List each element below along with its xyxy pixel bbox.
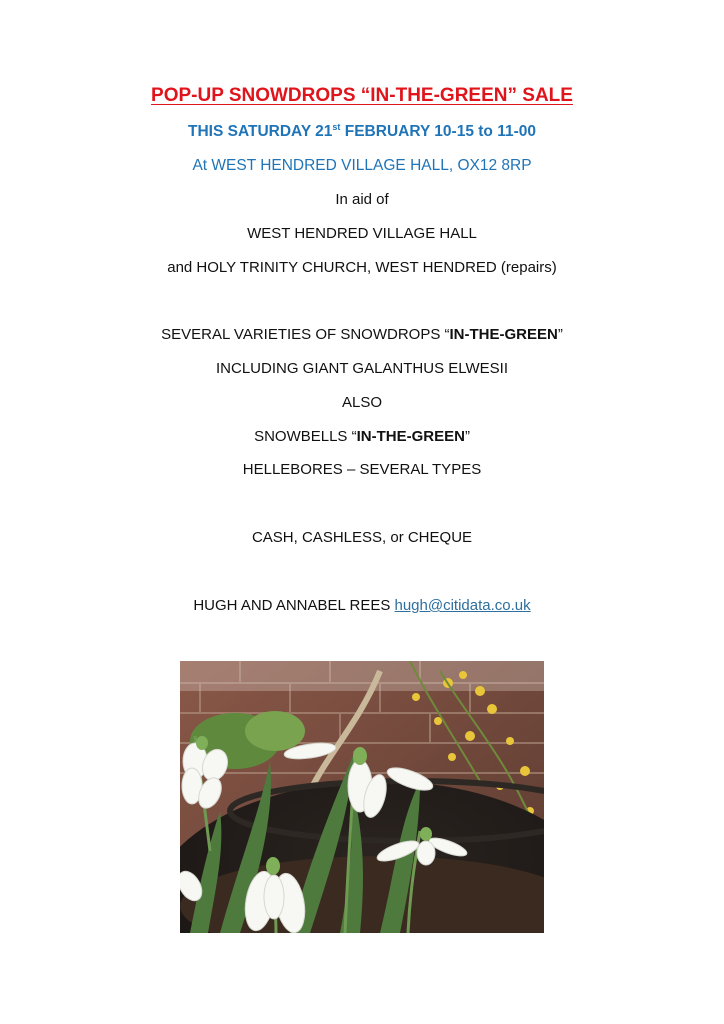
snowdrops-photo [180,661,544,933]
sale-venue: At WEST HENDRED VILLAGE HALL, OX12 8RP [192,157,532,174]
aid-intro: In aid of [335,191,389,208]
payment-methods: CASH, CASHLESS, or CHEQUE [251,529,473,546]
snowbells-post: ” [464,428,470,445]
date-rest: FEBRUARY 10-15 to 11-00 [340,123,536,141]
beneficiary-church: and HOLY TRINITY CHURCH, WEST HENDRED (repairs) [167,259,557,276]
contact-email-link[interactable]: hugh@citidata.co.uk [394,597,531,614]
date-ordinal: st [332,122,341,132]
sale-title: POP-UP SNOWDROPS “IN-THE-GREEN” SALE [151,85,573,106]
varieties-line [0,326,724,343]
varieties-post: ” [557,326,563,343]
beneficiary-village-hall: WEST HENDRED VILLAGE HALL [247,225,477,242]
contact-names: HUGH AND ANNABEL REES [193,597,395,614]
contact-line [0,597,724,614]
snowdrops-illustration [180,661,544,933]
snowbells-line [0,428,724,445]
varieties-bold: IN-THE-GREEN [449,326,558,343]
also-line: ALSO [341,394,383,411]
hellebores-line: HELLEBORES – SEVERAL TYPES [242,461,482,478]
snowbells-bold: IN-THE-GREEN [356,428,465,445]
giant-galanthus: INCLUDING GIANT GALANTHUS ELWESII [216,360,508,377]
sale-date [0,122,724,141]
snowbells-pre: SNOWBELLS “ [254,428,357,445]
varieties-pre: SEVERAL VARIETIES OF SNOWDROPS “ [161,326,450,343]
date-prefix: THIS SATURDAY 21 [188,123,333,141]
